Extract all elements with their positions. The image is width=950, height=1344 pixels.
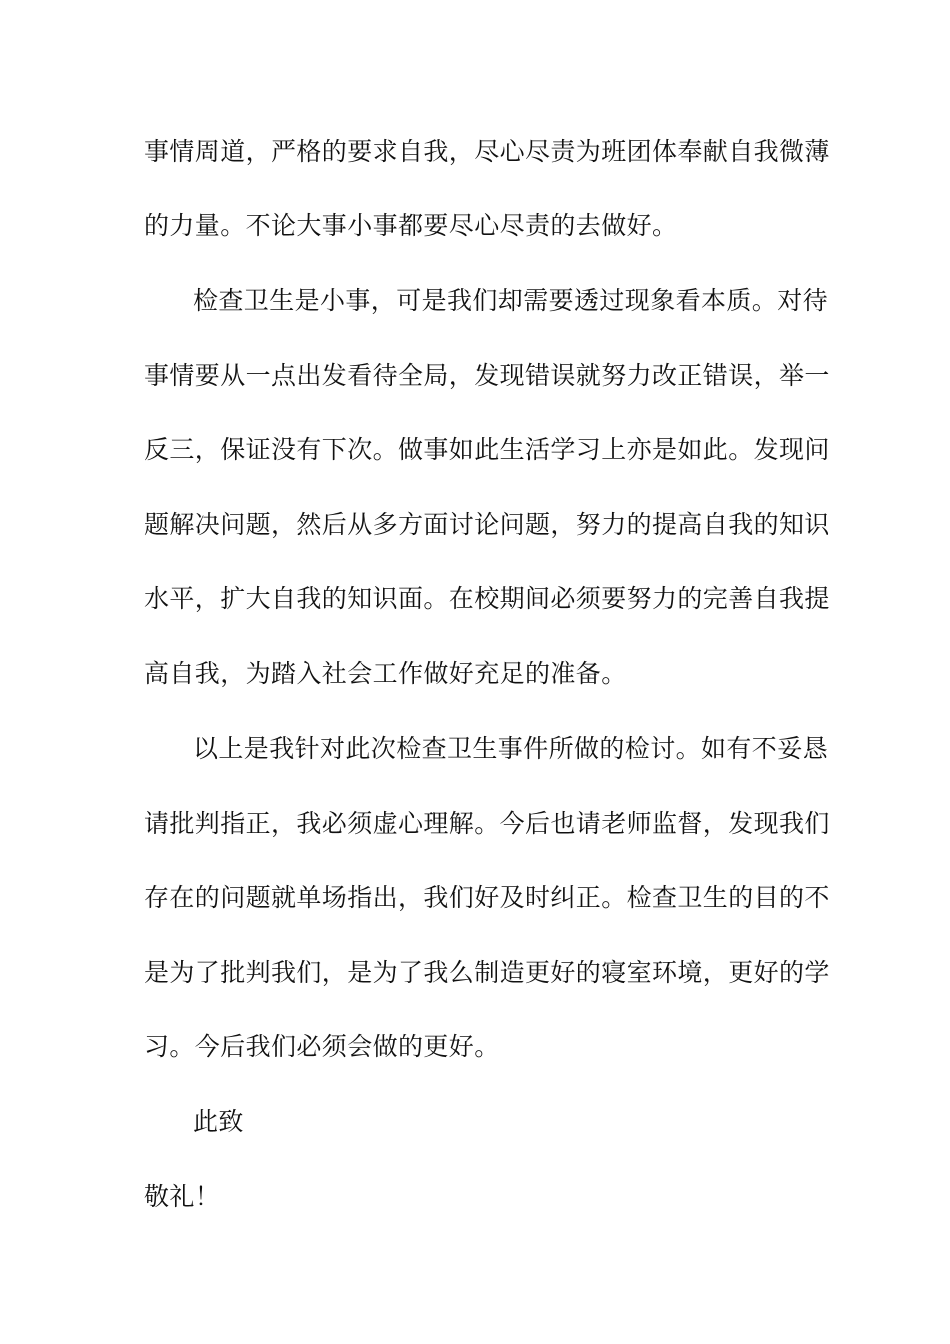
paragraph-line: 以上是我针对此次检查卫生事件所做的检讨。如有不妥恳 (193, 734, 829, 763)
paragraph-line: 水平，扩大自我的知识面。在校期间必须要努力的完善自我提 (144, 584, 830, 613)
paragraph-line: 的力量。不论大事小事都要尽心尽责的去做好。 (144, 211, 678, 240)
paragraph-line: 习。今后我们必须会做的更好。 (144, 1032, 500, 1061)
salutation-line: 敬礼！ (144, 1182, 221, 1211)
paragraph-line: 是为了批判我们，是为了我么制造更好的寝室环境，更好的学 (144, 958, 830, 987)
paragraph-line: 事情周道，严格的要求自我，尽心尽责为班团体奉献自我微薄 (144, 137, 830, 166)
paragraph-line: 事情要从一点出发看待全局，发现错误就努力改正错误，举一 (144, 361, 830, 390)
paragraph-line: 检查卫生是小事，可是我们却需要透过现象看本质。对待 (193, 286, 829, 315)
paragraph-line: 存在的问题就单场指出，我们好及时纠正。检查卫生的目的不 (144, 883, 830, 912)
paragraph-line: 高自我，为踏入社会工作做好充足的准备。 (144, 659, 627, 688)
paragraph-line: 反三，保证没有下次。做事如此生活学习上亦是如此。发现问 (144, 435, 830, 464)
paragraph-line: 请批判指正，我必须虚心理解。今后也请老师监督，发现我们 (144, 809, 830, 838)
closing-line: 此致 (193, 1107, 244, 1136)
paragraph-line: 题解决问题，然后从多方面讨论问题，努力的提高自我的知识 (144, 510, 830, 539)
